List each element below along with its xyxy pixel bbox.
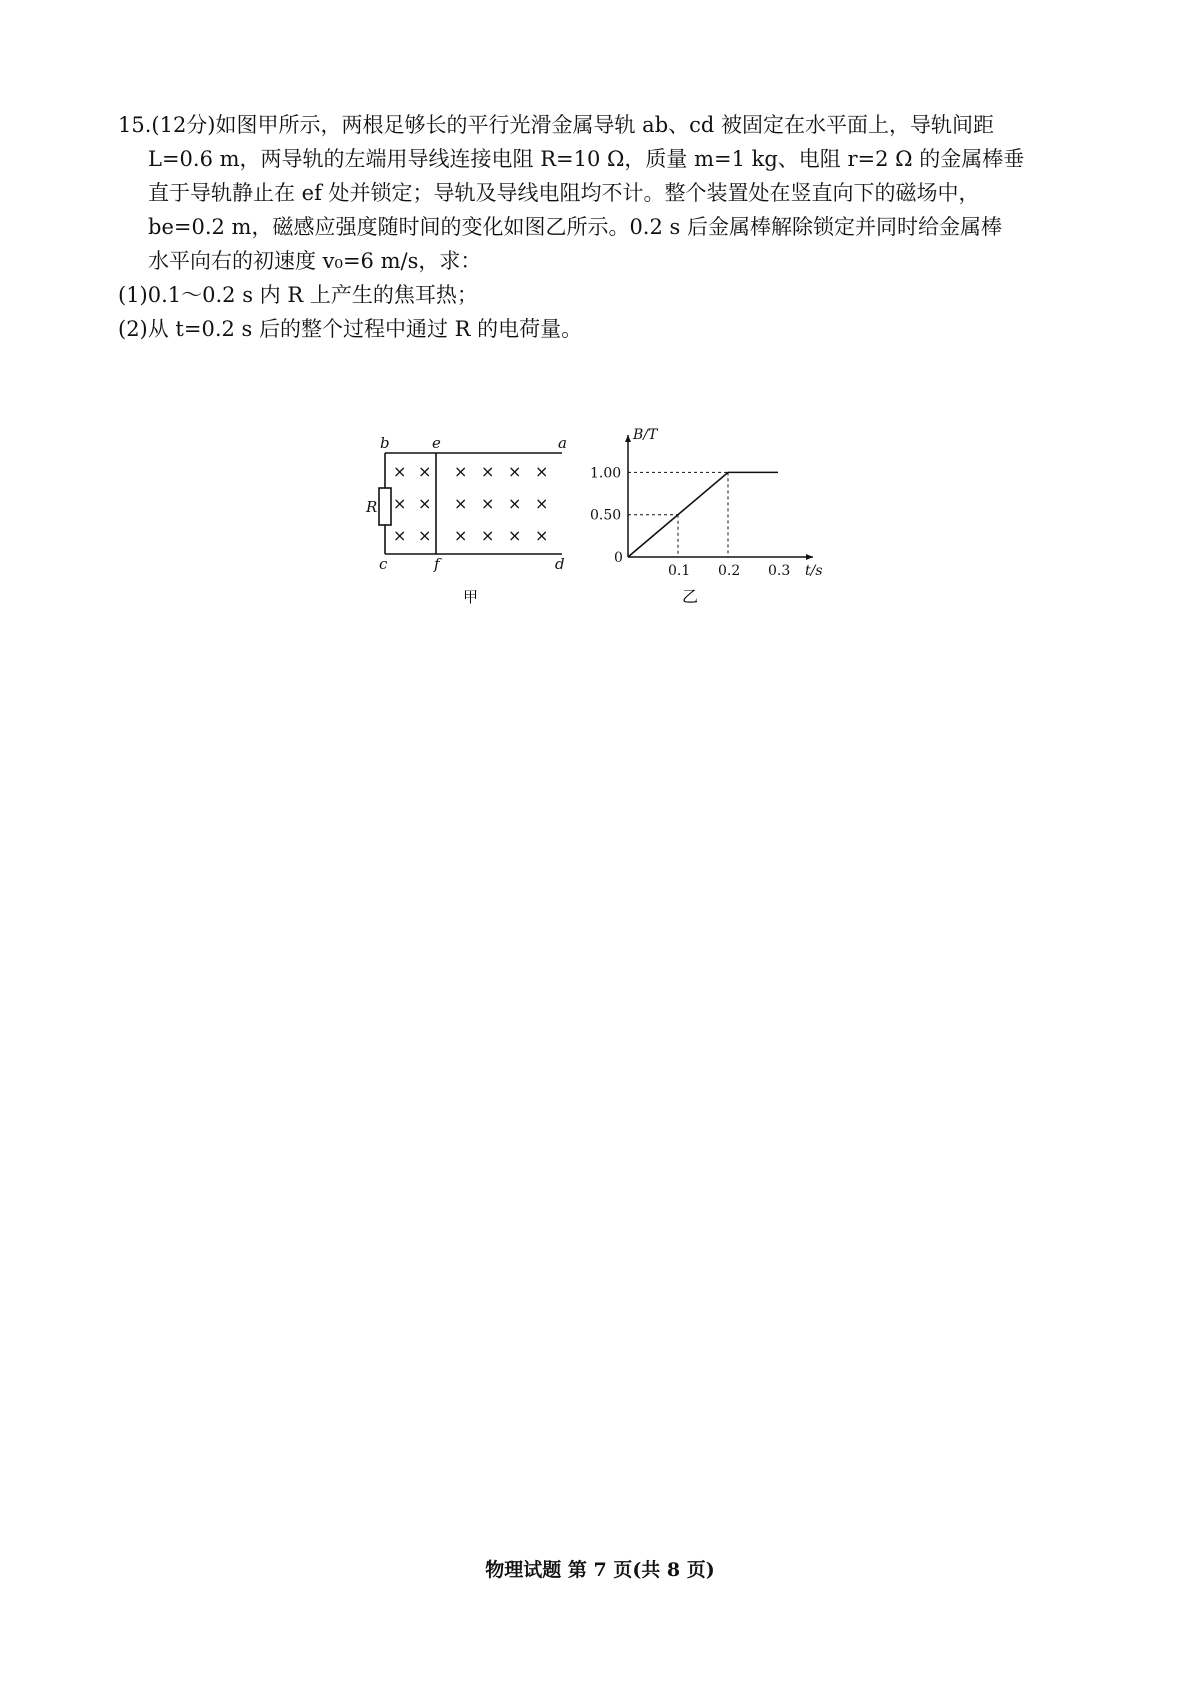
- x-tick-label: 0.2: [718, 563, 741, 579]
- field-cross: ×: [393, 526, 407, 545]
- label-d: d: [555, 555, 565, 573]
- field-cross: ×: [481, 462, 495, 481]
- caption-jia: 甲: [463, 588, 479, 606]
- y-tick-label: 0.50: [590, 507, 622, 524]
- x-tick-label: 0.1: [668, 563, 691, 579]
- y-tick-label: 1.00: [590, 465, 622, 482]
- question-1: (1)0.1～0.2 s 内 R 上产生的焦耳热；: [118, 283, 478, 307]
- field-cross: ×: [535, 526, 549, 545]
- field-cross: ×: [454, 526, 468, 545]
- field-cross: ×: [481, 494, 495, 513]
- problem-line: be=0.2 m，磁感应强度随时间的变化如图乙所示。0.2 s 后金属棒解除锁定并同时给金属棒: [148, 215, 1002, 239]
- field-cross: ×: [535, 462, 549, 481]
- y-axis-arrow: [625, 435, 631, 442]
- field-cross: ×: [418, 494, 432, 513]
- figure-yi-chart: [0, 0, 1200, 620]
- problem-line: L=0.6 m，两导轨的左端用导线连接电阻 R=10 Ω，质量 m=1 kg、电阻 r=2 Ω 的金属棒垂: [148, 147, 1025, 171]
- label-e: e: [432, 434, 441, 452]
- field-cross: ×: [454, 462, 468, 481]
- field-cross: ×: [508, 494, 522, 513]
- field-cross: ×: [454, 494, 468, 513]
- origin-label: 0: [614, 550, 623, 566]
- field-cross: ×: [481, 526, 495, 545]
- field-cross: ×: [418, 462, 432, 481]
- y-axis-label: B/T: [633, 427, 658, 443]
- page-footer: 物理试题 第 7 页(共 8 页): [485, 1559, 715, 1581]
- caption-yi: 乙: [682, 587, 699, 606]
- field-cross: ×: [508, 526, 522, 545]
- problem-line: 直于导轨静止在 ef 处并锁定；导轨及导线电阻均不计。整个装置处在竖直向下的磁场中，: [148, 181, 980, 205]
- problem-line: 水平向右的初速度 v₀=6 m/s，求：: [148, 249, 482, 273]
- x-axis-label: t/s: [805, 563, 823, 579]
- label-c: c: [379, 555, 388, 573]
- question-2: (2)从 t=0.2 s 后的整个过程中通过 R 的电荷量。: [118, 317, 583, 341]
- label-r: R: [366, 498, 378, 516]
- x-axis-arrow: [806, 554, 813, 560]
- field-cross: ×: [418, 526, 432, 545]
- x-tick-label: 0.3: [768, 563, 791, 579]
- series-b-line: [628, 472, 778, 557]
- field-cross: ×: [508, 462, 522, 481]
- problem-line: 15.(12分)如图甲所示，两根足够长的平行光滑金属导轨 ab、cd 被固定在水平面上，导轨间距: [118, 113, 995, 137]
- field-cross: ×: [393, 494, 407, 513]
- label-f: f: [434, 555, 440, 573]
- label-b: b: [380, 434, 390, 452]
- field-cross: ×: [535, 494, 549, 513]
- field-cross: ×: [393, 462, 407, 481]
- label-a: a: [558, 434, 567, 452]
